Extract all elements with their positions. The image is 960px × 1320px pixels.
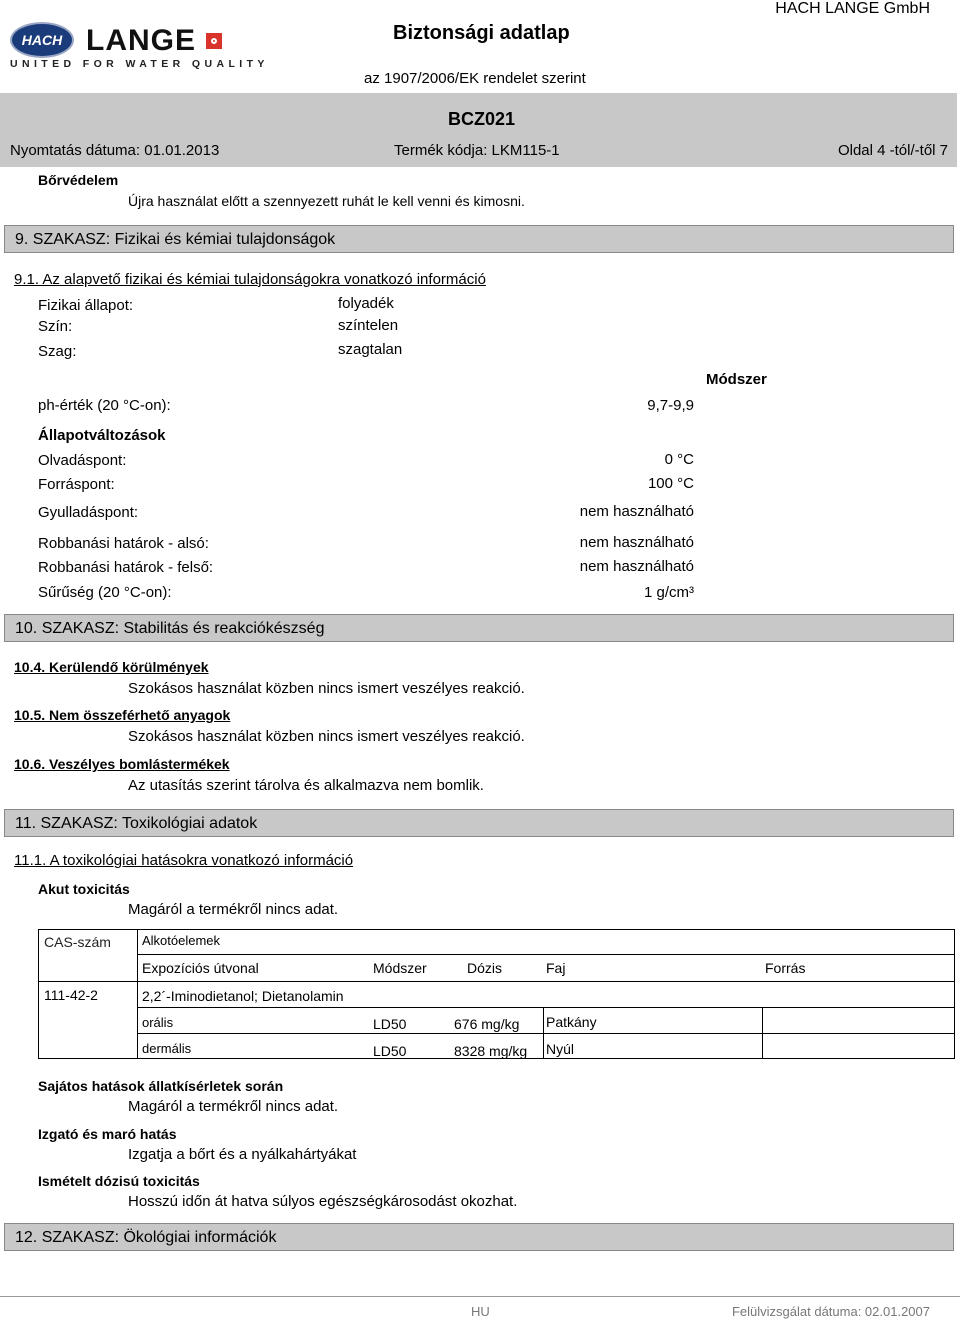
special-effects-text: Magáról a termékről nincs adat. [128, 1098, 339, 1115]
species-oral: Patkány [546, 1014, 597, 1030]
section-9-title: 9. SZAKASZ: Fizikai és kémiai tulajdonságok [15, 231, 336, 248]
acute-toxicity-heading: Akut toxicitás [38, 881, 130, 897]
section-10-title: 10. SZAKASZ: Stabilitás és reakciókészség [15, 620, 325, 637]
ph-label: ph-érték (20 °C-on): [38, 397, 171, 414]
special-effects-heading: Sajátos hatások állatkísérletek során [38, 1078, 284, 1094]
dose-dermal: 8328 mg/kg [454, 1043, 528, 1059]
explosion-lower-value: nem használható [579, 534, 694, 551]
appearance-label: Fizikai állapot: [38, 297, 134, 314]
species-header: Faj [546, 960, 566, 976]
method-column-header: Módszer [706, 371, 767, 388]
table-col-divider [137, 929, 138, 1059]
skin-protection-text: Újra használat előtt a szennyezett ruhát le kell venni és kimosni. [128, 193, 525, 209]
document-title: Biztonsági adatlap [393, 22, 570, 44]
flash-point-label: Gyulladáspont: [38, 504, 139, 521]
table-row-divider-2 [137, 1007, 955, 1008]
table-header-divider [38, 981, 955, 982]
route-dermal: dermális [142, 1041, 192, 1056]
boiling-point-label: Forráspont: [38, 476, 115, 493]
boiling-point-value: 100 °C [647, 475, 694, 492]
explosion-upper-label: Robbanási határok - felső: [38, 559, 214, 576]
skin-protection-heading: Bőrvédelem [38, 172, 119, 188]
section-10-4-heading: 10.4. Kerülendő körülmények [14, 659, 209, 675]
section-9-1-title: 9.1. Az alapvető fizikai és kémiai tulajdonságokra vonatkozó információ [14, 271, 486, 288]
density-value: 1 g/cm³ [643, 584, 694, 601]
header-info-box [0, 93, 957, 167]
cas-header: CAS-szám [44, 934, 111, 950]
section-10-5-text: Szokásos használat közben nincs ismert veszélyes reakció. [128, 728, 525, 745]
footer-language: HU [471, 1304, 490, 1319]
cas-number: 111-42-2 [44, 987, 98, 1003]
table-border-left [38, 929, 39, 1059]
route-header: Expozíciós útvonal [142, 960, 259, 976]
section-12-title: 12. SZAKASZ: Ökológiai információk [15, 1229, 277, 1246]
melting-point-label: Olvadáspont: [38, 452, 127, 469]
odor-value: szagtalan [338, 341, 403, 358]
component-name: 2,2´-Iminodietanol; Dietanolamin [142, 988, 344, 1004]
table-border-top [38, 929, 955, 930]
dose-oral: 676 mg/kg [454, 1016, 520, 1032]
method-oral: LD50 [373, 1016, 407, 1032]
section-10-5-heading: 10.5. Nem összeférhető anyagok [14, 707, 231, 723]
color-value: színtelen [338, 317, 399, 334]
section-10-4-text: Szokásos használat közben nincs ismert veszélyes reakció. [128, 680, 525, 697]
table-row-divider-1 [137, 954, 955, 955]
page-number: Oldal 4 -tól/-től 7 [837, 142, 948, 159]
ph-value: 9,7-9,9 [647, 397, 694, 414]
method-dermal: LD50 [373, 1043, 407, 1059]
regulation-text: az 1907/2006/EK rendelet szerint [364, 70, 586, 87]
table-col-divider-source [762, 1007, 763, 1059]
state-changes-heading: Állapotváltozások [38, 427, 166, 444]
section-10-6-heading: 10.6. Veszélyes bomlástermékek [14, 756, 230, 772]
table-border-right [954, 929, 955, 1059]
flash-point-value: nem használható [579, 503, 694, 520]
hach-logo: HACH [10, 22, 74, 58]
section-11-title: 11. SZAKASZ: Toxikológiai adatok [15, 815, 258, 832]
print-date: Nyomtatás dátuma: 01.01.2013 [10, 142, 220, 159]
company-name: HACH LANGE GmbH [775, 0, 930, 17]
source-header: Forrás [765, 960, 806, 976]
species-dermal: Nyúl [546, 1041, 575, 1057]
table-col-divider-species [543, 1007, 544, 1059]
method-header: Módszer [373, 960, 427, 976]
melting-point-value: 0 °C [664, 451, 694, 468]
acute-toxicity-text: Magáról a termékről nincs adat. [128, 901, 339, 918]
explosion-lower-label: Robbanási határok - alsó: [38, 535, 209, 552]
section-11-header [4, 809, 954, 837]
brand-tagline: UNITED FOR WATER QUALITY [10, 58, 269, 70]
section-12-header [4, 1223, 954, 1251]
section-10-header [4, 614, 954, 642]
section-9-header [4, 225, 954, 253]
color-label: Szín: [38, 318, 73, 335]
dose-header: Dózis [467, 960, 503, 976]
irritant-text: Izgatja a bőrt és a nyálkahártyákat [128, 1146, 357, 1163]
density-label: Sűrűség (20 °C-on): [38, 584, 172, 601]
route-oral: orális [142, 1015, 174, 1030]
table-row-divider-3 [137, 1033, 955, 1034]
product-code: Termék kódja: LKM115-1 [394, 142, 560, 159]
explosion-upper-value: nem használható [579, 558, 694, 575]
odor-label: Szag: [38, 343, 77, 360]
lange-logo-text: LANGE [86, 24, 196, 57]
product-name: BCZ021 [448, 109, 516, 129]
section-10-6-text: Az utasítás szerint tárolva és alkalmazva nem bomlik. [128, 777, 484, 794]
appearance-value: folyadék [338, 295, 394, 312]
footer-revision-date: Felülvizsgálat dátuma: 02.01.2007 [731, 1304, 930, 1319]
lange-logo-mark-icon [206, 33, 222, 49]
footer-divider [0, 1296, 960, 1297]
components-header: Alkotóelemek [142, 933, 221, 948]
repeated-dose-heading: Ismételt dózisú toxicitás [38, 1173, 200, 1189]
repeated-dose-text: Hosszú időn át hatva súlyos egészségkárosodást okozhat. [128, 1193, 518, 1210]
irritant-heading: Izgató és maró hatás [38, 1126, 177, 1142]
company-logo [10, 14, 230, 60]
section-11-1-title: 11.1. A toxikológiai hatásokra vonatkozó információ [14, 852, 354, 869]
